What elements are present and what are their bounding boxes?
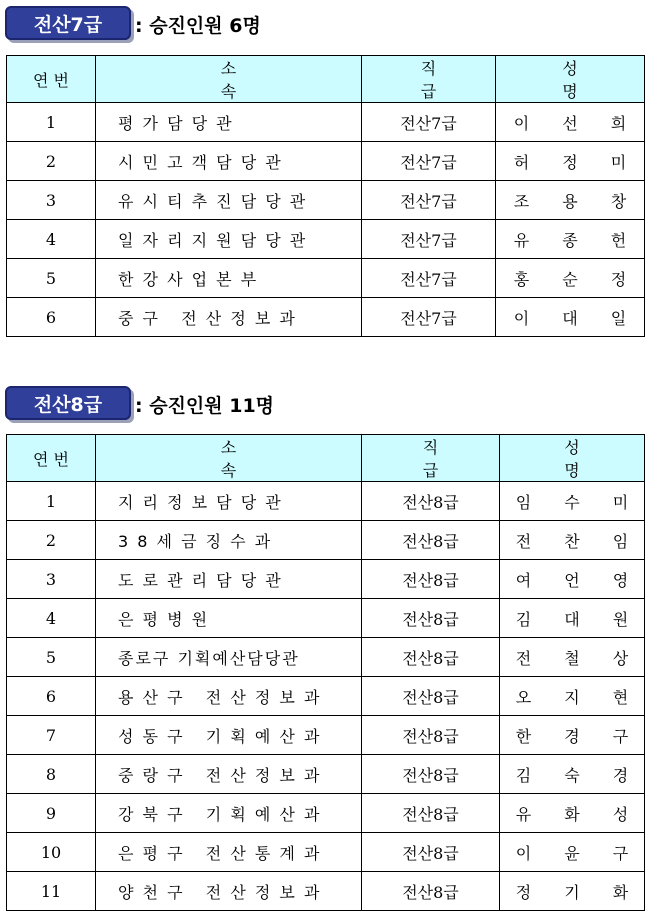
grade8-rows — [7, 482, 645, 911]
row-number: 3 — [7, 181, 96, 220]
header-name: 성 명 — [496, 56, 645, 103]
department-text: 용 산 구 전 산 정 보 과 — [118, 687, 322, 707]
row-grade: 전산8급 — [362, 872, 500, 911]
row-number: 1 — [7, 482, 96, 521]
table-row — [7, 521, 645, 560]
row-department — [96, 755, 362, 794]
header-dept: 소 속 — [96, 435, 362, 482]
row-number: 10 — [7, 833, 96, 872]
table-row — [7, 298, 645, 337]
row-name: 임 수 미 — [500, 482, 645, 521]
header-name: 성 명 — [500, 435, 645, 482]
table-row — [7, 638, 645, 677]
header-dept: 소 속 — [96, 56, 362, 103]
row-number: 8 — [7, 755, 96, 794]
table-row — [7, 599, 645, 638]
row-number: 1 — [7, 103, 96, 142]
row-number: 4 — [7, 599, 96, 638]
row-department — [96, 521, 362, 560]
department-text: 평 가 담 당 관 — [118, 113, 234, 133]
row-name: 전 철 상 — [500, 638, 645, 677]
department-text: 시 민 고 객 담 당 관 — [118, 152, 283, 172]
department-text: 양 천 구 전 산 정 보 과 — [118, 882, 322, 902]
row-number: 2 — [7, 142, 96, 181]
row-grade: 전산7급 — [362, 142, 496, 181]
department-text: 중 랑 구 전 산 정 보 과 — [118, 765, 322, 785]
grade7-subtitle: : 승진인원 6명 — [135, 15, 261, 37]
row-name: 정 기 화 — [500, 872, 645, 911]
header-no: 연 번 — [7, 435, 96, 482]
grade7-rows — [7, 103, 645, 337]
row-name: 이 윤 구 — [500, 833, 645, 872]
department-text: 은 평 병 원 — [118, 609, 210, 629]
grade8-table — [6, 434, 645, 911]
header-no: 연 번 — [7, 56, 96, 103]
row-name: 여 언 영 — [500, 560, 645, 599]
row-grade: 전산8급 — [362, 599, 500, 638]
row-department — [96, 220, 362, 259]
department-text: 한 강 사 업 본 부 — [118, 269, 259, 289]
row-name: 김 숙 경 — [500, 755, 645, 794]
row-number: 11 — [7, 872, 96, 911]
row-grade: 전산8급 — [362, 833, 500, 872]
table-row — [7, 677, 645, 716]
department-text: 중 구 전 산 정 보 과 — [118, 308, 297, 328]
row-grade: 전산7급 — [362, 181, 496, 220]
department-text: 유 시 티 추 진 담 당 관 — [118, 191, 308, 211]
table-row — [7, 794, 645, 833]
row-number: 9 — [7, 794, 96, 833]
row-department — [96, 677, 362, 716]
table-row — [7, 482, 645, 521]
row-grade: 전산8급 — [362, 677, 500, 716]
row-department — [96, 599, 362, 638]
row-department — [96, 638, 362, 677]
table-row — [7, 220, 645, 259]
department-text: 도 로 관 리 담 당 관 — [118, 570, 283, 590]
row-department — [96, 716, 362, 755]
row-grade: 전산8급 — [362, 794, 500, 833]
row-department — [96, 872, 362, 911]
table-row — [7, 833, 645, 872]
department-text: 은 평 구 전 산 통 계 과 — [118, 843, 322, 863]
department-text: 지 리 정 보 담 당 관 — [118, 492, 283, 512]
department-text: 3 8 세 금 징 수 과 — [118, 531, 273, 551]
row-number: 5 — [7, 638, 96, 677]
grade8-subtitle: : 승진인원 11명 — [135, 395, 275, 417]
table-header-row — [7, 56, 645, 103]
row-grade: 전산7급 — [362, 298, 496, 337]
department-text: 종로구 기획예산담당관 — [118, 648, 300, 668]
row-number: 2 — [7, 521, 96, 560]
row-grade: 전산8급 — [362, 716, 500, 755]
department-text: 강 북 구 기 획 예 산 과 — [118, 804, 322, 824]
row-department — [96, 833, 362, 872]
row-department — [96, 794, 362, 833]
row-grade: 전산8급 — [362, 560, 500, 599]
row-number: 3 — [7, 560, 96, 599]
header-grade: 직 급 — [362, 56, 496, 103]
row-name: 오 지 현 — [500, 677, 645, 716]
header-grade: 직 급 — [362, 435, 500, 482]
row-name: 유 종 헌 — [496, 220, 645, 259]
row-grade: 전산8급 — [362, 755, 500, 794]
row-department — [96, 181, 362, 220]
row-department — [96, 560, 362, 599]
row-grade: 전산7급 — [362, 103, 496, 142]
table-row — [7, 142, 645, 181]
row-number: 6 — [7, 298, 96, 337]
row-department — [96, 103, 362, 142]
department-text: 성 동 구 기 획 예 산 과 — [118, 726, 322, 746]
row-number: 7 — [7, 716, 96, 755]
row-name: 조 용 창 — [496, 181, 645, 220]
table-row — [7, 755, 645, 794]
row-name: 유 화 성 — [500, 794, 645, 833]
row-grade: 전산7급 — [362, 259, 496, 298]
row-name: 전 찬 임 — [500, 521, 645, 560]
row-number: 4 — [7, 220, 96, 259]
row-name: 허 정 미 — [496, 142, 645, 181]
row-department — [96, 482, 362, 521]
row-name: 한 경 구 — [500, 716, 645, 755]
table-row — [7, 259, 645, 298]
row-name: 이 대 일 — [496, 298, 645, 337]
row-number: 6 — [7, 677, 96, 716]
row-grade: 전산8급 — [362, 482, 500, 521]
row-name: 홍 순 정 — [496, 259, 645, 298]
table-row — [7, 103, 645, 142]
row-grade: 전산7급 — [362, 220, 496, 259]
grade8-badge: 전산8급 — [5, 386, 131, 420]
table-row — [7, 181, 645, 220]
department-text: 일 자 리 지 원 담 당 관 — [118, 230, 308, 250]
row-department — [96, 142, 362, 181]
table-row — [7, 716, 645, 755]
table-row — [7, 872, 645, 911]
row-grade: 전산8급 — [362, 521, 500, 560]
table-row — [7, 560, 645, 599]
row-number: 5 — [7, 259, 96, 298]
row-name: 이 선 희 — [496, 103, 645, 142]
grade7-table — [6, 55, 645, 337]
row-department — [96, 298, 362, 337]
table-header-row — [7, 435, 645, 482]
row-name: 김 대 원 — [500, 599, 645, 638]
row-grade: 전산8급 — [362, 638, 500, 677]
row-department — [96, 259, 362, 298]
grade7-badge: 전산7급 — [5, 6, 131, 40]
